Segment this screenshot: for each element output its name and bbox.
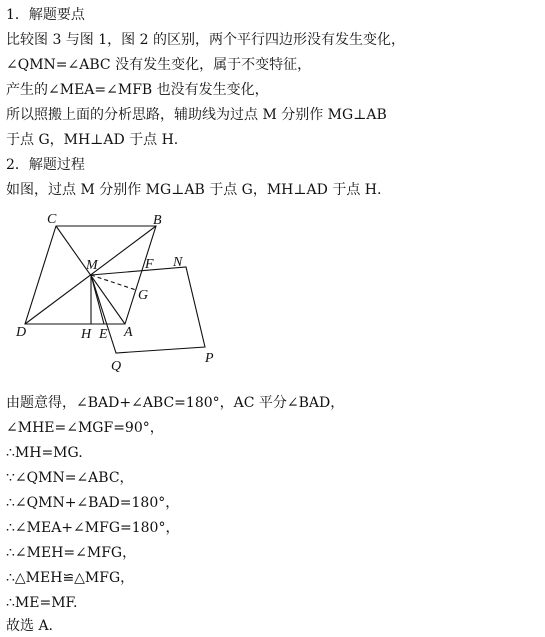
section1-line-5: 于点 G，MH⊥AD 于点 H. [6, 132, 179, 148]
proof-line-6: ∴∠MEA+∠MFG=180°， [6, 520, 180, 536]
section1-line-1: 比较图 3 与图 1，图 2 的区别，两个平行四边形没有发生变化， [6, 32, 405, 48]
section1-line-2: ∠QMN=∠ABC 没有发生变化，属于不变特征， [6, 57, 312, 73]
label-g: G [138, 288, 149, 303]
proof-line-3: ∴MH=MG. [6, 445, 83, 461]
label-c: C [47, 212, 57, 227]
geometry-figure [14, 212, 229, 372]
proof-line-5: ∴∠QMN+∠BAD=180°， [6, 495, 180, 511]
segment-mg-dashed [91, 275, 136, 290]
section1-line-3: 产生的∠MEA=∠MFB 也没有发生变化， [6, 82, 269, 98]
proof-line-1: 由题意得，∠BAD+∠ABC=180°，AC 平分∠BAD， [6, 395, 345, 411]
label-b: B [153, 213, 162, 228]
proof-line-10: 故选 A. [6, 618, 54, 634]
section1-heading: 1．解题要点 [6, 7, 85, 23]
section1-line-4: 所以照搬上面的分析思路，辅助线为过点 M 分别作 MG⊥AB [6, 107, 387, 123]
label-p: P [205, 351, 214, 366]
section2-heading: 2．解题过程 [6, 157, 85, 173]
proof-line-4: ∵∠QMN=∠ABC， [6, 470, 134, 486]
label-n: N [173, 255, 183, 270]
label-m: M [86, 258, 98, 273]
label-f: F [145, 257, 154, 272]
proof-line-7: ∴∠MEH=∠MFG， [6, 545, 137, 561]
label-q: Q [111, 359, 122, 372]
proof-line-2: ∠MHE=∠MGF=90°， [6, 420, 164, 436]
section2-intro: 如图，过点 M 分别作 MG⊥AB 于点 G，MH⊥AD 于点 H. [6, 182, 382, 198]
label-d: D [16, 325, 27, 340]
segment-me [91, 275, 104, 324]
parallelogram-mnpq [91, 267, 205, 353]
label-a: A [124, 325, 133, 340]
proof-line-8: ∴△MEH≌△MFG， [6, 570, 135, 586]
label-h: H [81, 327, 92, 342]
proof-line-9: ∴ME=MF. [6, 595, 78, 611]
label-e: E [99, 327, 108, 342]
